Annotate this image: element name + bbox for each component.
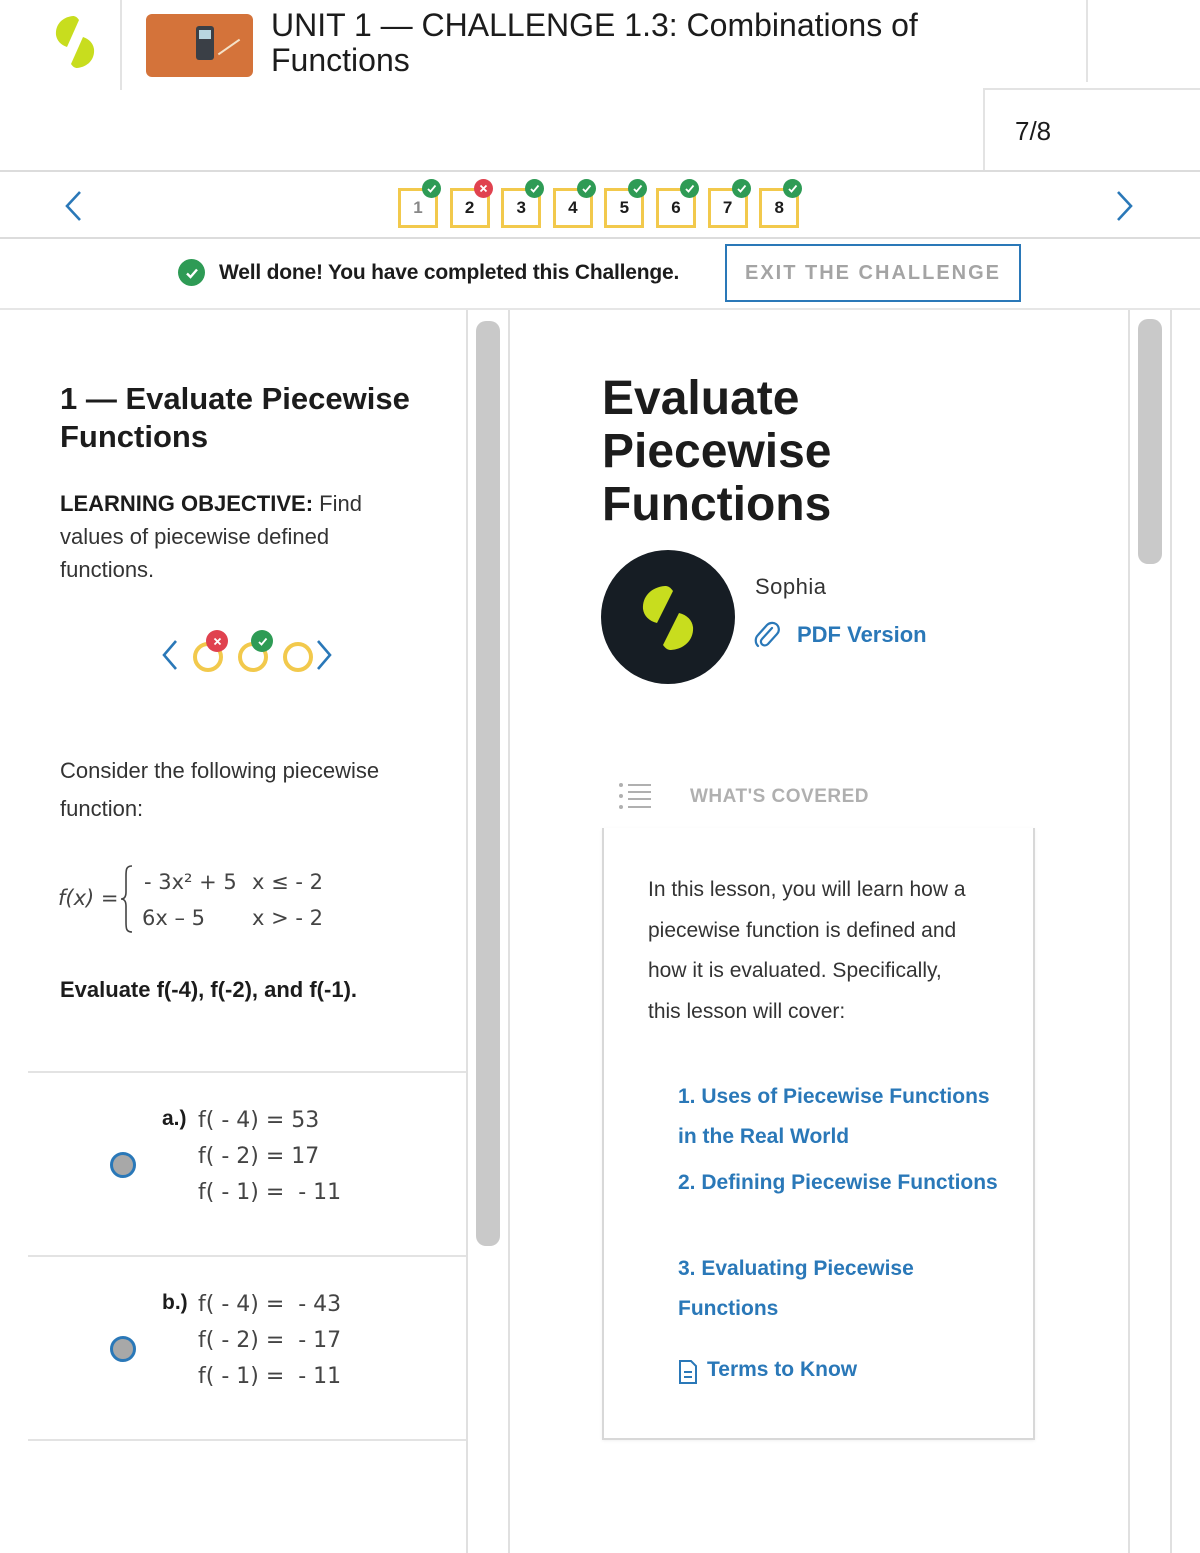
right-scroll-border bbox=[1128, 310, 1130, 1553]
option-divider bbox=[28, 1439, 466, 1441]
attempt-navigator bbox=[160, 630, 340, 680]
terms-to-know-link[interactable]: Terms to Know bbox=[707, 1358, 858, 1381]
answer-option-a[interactable] bbox=[0, 1073, 466, 1255]
piece-2-condition: x > - 2 bbox=[252, 906, 323, 930]
brace-icon bbox=[120, 864, 134, 934]
answer-option-b[interactable] bbox=[0, 1257, 466, 1439]
option-value-line: f( - 4) = - 43 bbox=[198, 1292, 342, 1317]
option-value-line: f( - 2) = 17 bbox=[198, 1144, 320, 1169]
lesson-intro: In this lesson, you will learn how a piecewise function is defined and how it is evaluated. Specifically, this lesson will cover: bbox=[648, 878, 966, 1023]
incorrect-x-icon bbox=[474, 179, 493, 198]
right-scroll-border bbox=[1170, 310, 1172, 1553]
option-letter: a.) bbox=[162, 1107, 187, 1130]
question-title: 1 — Evaluate Piecewise Functions bbox=[60, 381, 410, 454]
question-number-label: 5 bbox=[619, 198, 630, 217]
option-value-line: f( - 2) = - 17 bbox=[198, 1328, 342, 1353]
option-letter: b.) bbox=[162, 1291, 188, 1314]
covered-item-evaluating[interactable]: 3. Evaluating Piecewise Functions bbox=[678, 1257, 914, 1320]
question-number-label: 8 bbox=[774, 198, 784, 217]
list-icon bbox=[618, 782, 652, 810]
nav-bottom-divider bbox=[0, 237, 1200, 239]
correct-check-icon bbox=[732, 179, 751, 198]
next-question-button[interactable] bbox=[1112, 188, 1136, 224]
piece-2-expression: 6x – 5 bbox=[142, 906, 205, 930]
header-divider bbox=[1086, 0, 1088, 82]
piece-1-condition: x ≤ - 2 bbox=[252, 870, 323, 894]
paperclip-icon bbox=[754, 620, 780, 650]
previous-question-button[interactable] bbox=[62, 188, 86, 224]
correct-check-icon bbox=[628, 179, 647, 198]
nav-top-divider bbox=[0, 170, 1200, 172]
right-pane-scrollbar[interactable] bbox=[1138, 319, 1162, 564]
whats-covered-label: WHAT'S COVERED bbox=[690, 786, 870, 807]
pdf-version-link[interactable]: PDF Version bbox=[797, 622, 927, 647]
covered-item-uses[interactable]: 1. Uses of Piecewise Functions in the Real World bbox=[678, 1085, 990, 1148]
correct-check-icon bbox=[525, 179, 544, 198]
success-check-icon bbox=[178, 259, 205, 286]
whats-covered-panel bbox=[602, 828, 1035, 1440]
option-b-values bbox=[198, 1287, 341, 1395]
correct-check-icon bbox=[422, 179, 441, 198]
challenge-title: UNIT 1 — CHALLENGE 1.3: Combinations of Functions bbox=[271, 7, 918, 78]
banner-divider bbox=[0, 308, 1200, 310]
question-prompt: Consider the following piecewise function: bbox=[60, 758, 380, 821]
piecewise-function bbox=[58, 862, 378, 940]
learning-objective bbox=[60, 487, 410, 586]
question-number-label: 4 bbox=[568, 198, 578, 217]
objective-label: LEARNING OBJECTIVE: bbox=[60, 491, 314, 516]
left-pane-scrollbar[interactable] bbox=[476, 321, 500, 1246]
covered-item-defining[interactable]: 2. Defining Piecewise Functions bbox=[678, 1171, 998, 1194]
correct-check-icon bbox=[251, 630, 273, 652]
correct-check-icon bbox=[680, 179, 699, 198]
question-number-label: 2 bbox=[464, 198, 475, 217]
pencil-icon bbox=[218, 39, 240, 56]
option-a-radio[interactable] bbox=[110, 1152, 136, 1178]
lesson-title: Evaluate Piecewise Functions bbox=[602, 372, 832, 531]
question-number-label: 3 bbox=[516, 198, 526, 217]
chevron-left-icon[interactable] bbox=[160, 638, 180, 672]
logo-cell[interactable] bbox=[0, 0, 122, 90]
progress-cell bbox=[983, 90, 1200, 170]
sophia-logo-icon bbox=[638, 584, 698, 652]
option-b-radio[interactable] bbox=[110, 1336, 136, 1362]
option-value-line: f( - 4) = 53 bbox=[198, 1108, 320, 1133]
left-pane-border bbox=[466, 310, 468, 1553]
incorrect-x-icon bbox=[206, 630, 228, 652]
completion-message: Well done! You have completed this Challenge. bbox=[219, 261, 680, 284]
author-name: Sophia bbox=[755, 574, 827, 599]
sophia-logo-icon[interactable] bbox=[52, 14, 98, 70]
course-thumbnail bbox=[146, 14, 253, 77]
chevron-left-icon bbox=[62, 188, 86, 224]
option-value-line: f( - 1) = - 11 bbox=[198, 1364, 342, 1389]
calculator-icon bbox=[196, 26, 214, 60]
right-pane-border bbox=[508, 310, 510, 1553]
piece-1-expression: - 3x² + 5 bbox=[144, 870, 237, 894]
function-lhs: f(x) = bbox=[58, 886, 119, 910]
option-value-line: f( - 1) = - 11 bbox=[198, 1180, 342, 1205]
attempt-dot-3[interactable] bbox=[283, 642, 313, 672]
option-a-values bbox=[198, 1103, 341, 1211]
question-number-label: 6 bbox=[671, 198, 681, 217]
document-icon bbox=[678, 1359, 698, 1385]
question-number-label: 1 bbox=[413, 198, 423, 217]
objective-text: Find values of piecewise defined functions. bbox=[60, 491, 362, 582]
chevron-right-icon bbox=[1112, 188, 1136, 224]
correct-check-icon bbox=[577, 179, 596, 198]
question-instruction: Evaluate f(-4), f(-2), and f(-1). bbox=[60, 977, 358, 1002]
progress-counter: 7/8 bbox=[1015, 116, 1052, 146]
correct-check-icon bbox=[783, 179, 802, 198]
question-number-label: 7 bbox=[722, 198, 733, 217]
author-avatar bbox=[601, 550, 735, 684]
exit-challenge-button[interactable]: EXIT THE CHALLENGE bbox=[725, 244, 1021, 302]
chevron-right-icon[interactable] bbox=[314, 638, 334, 672]
